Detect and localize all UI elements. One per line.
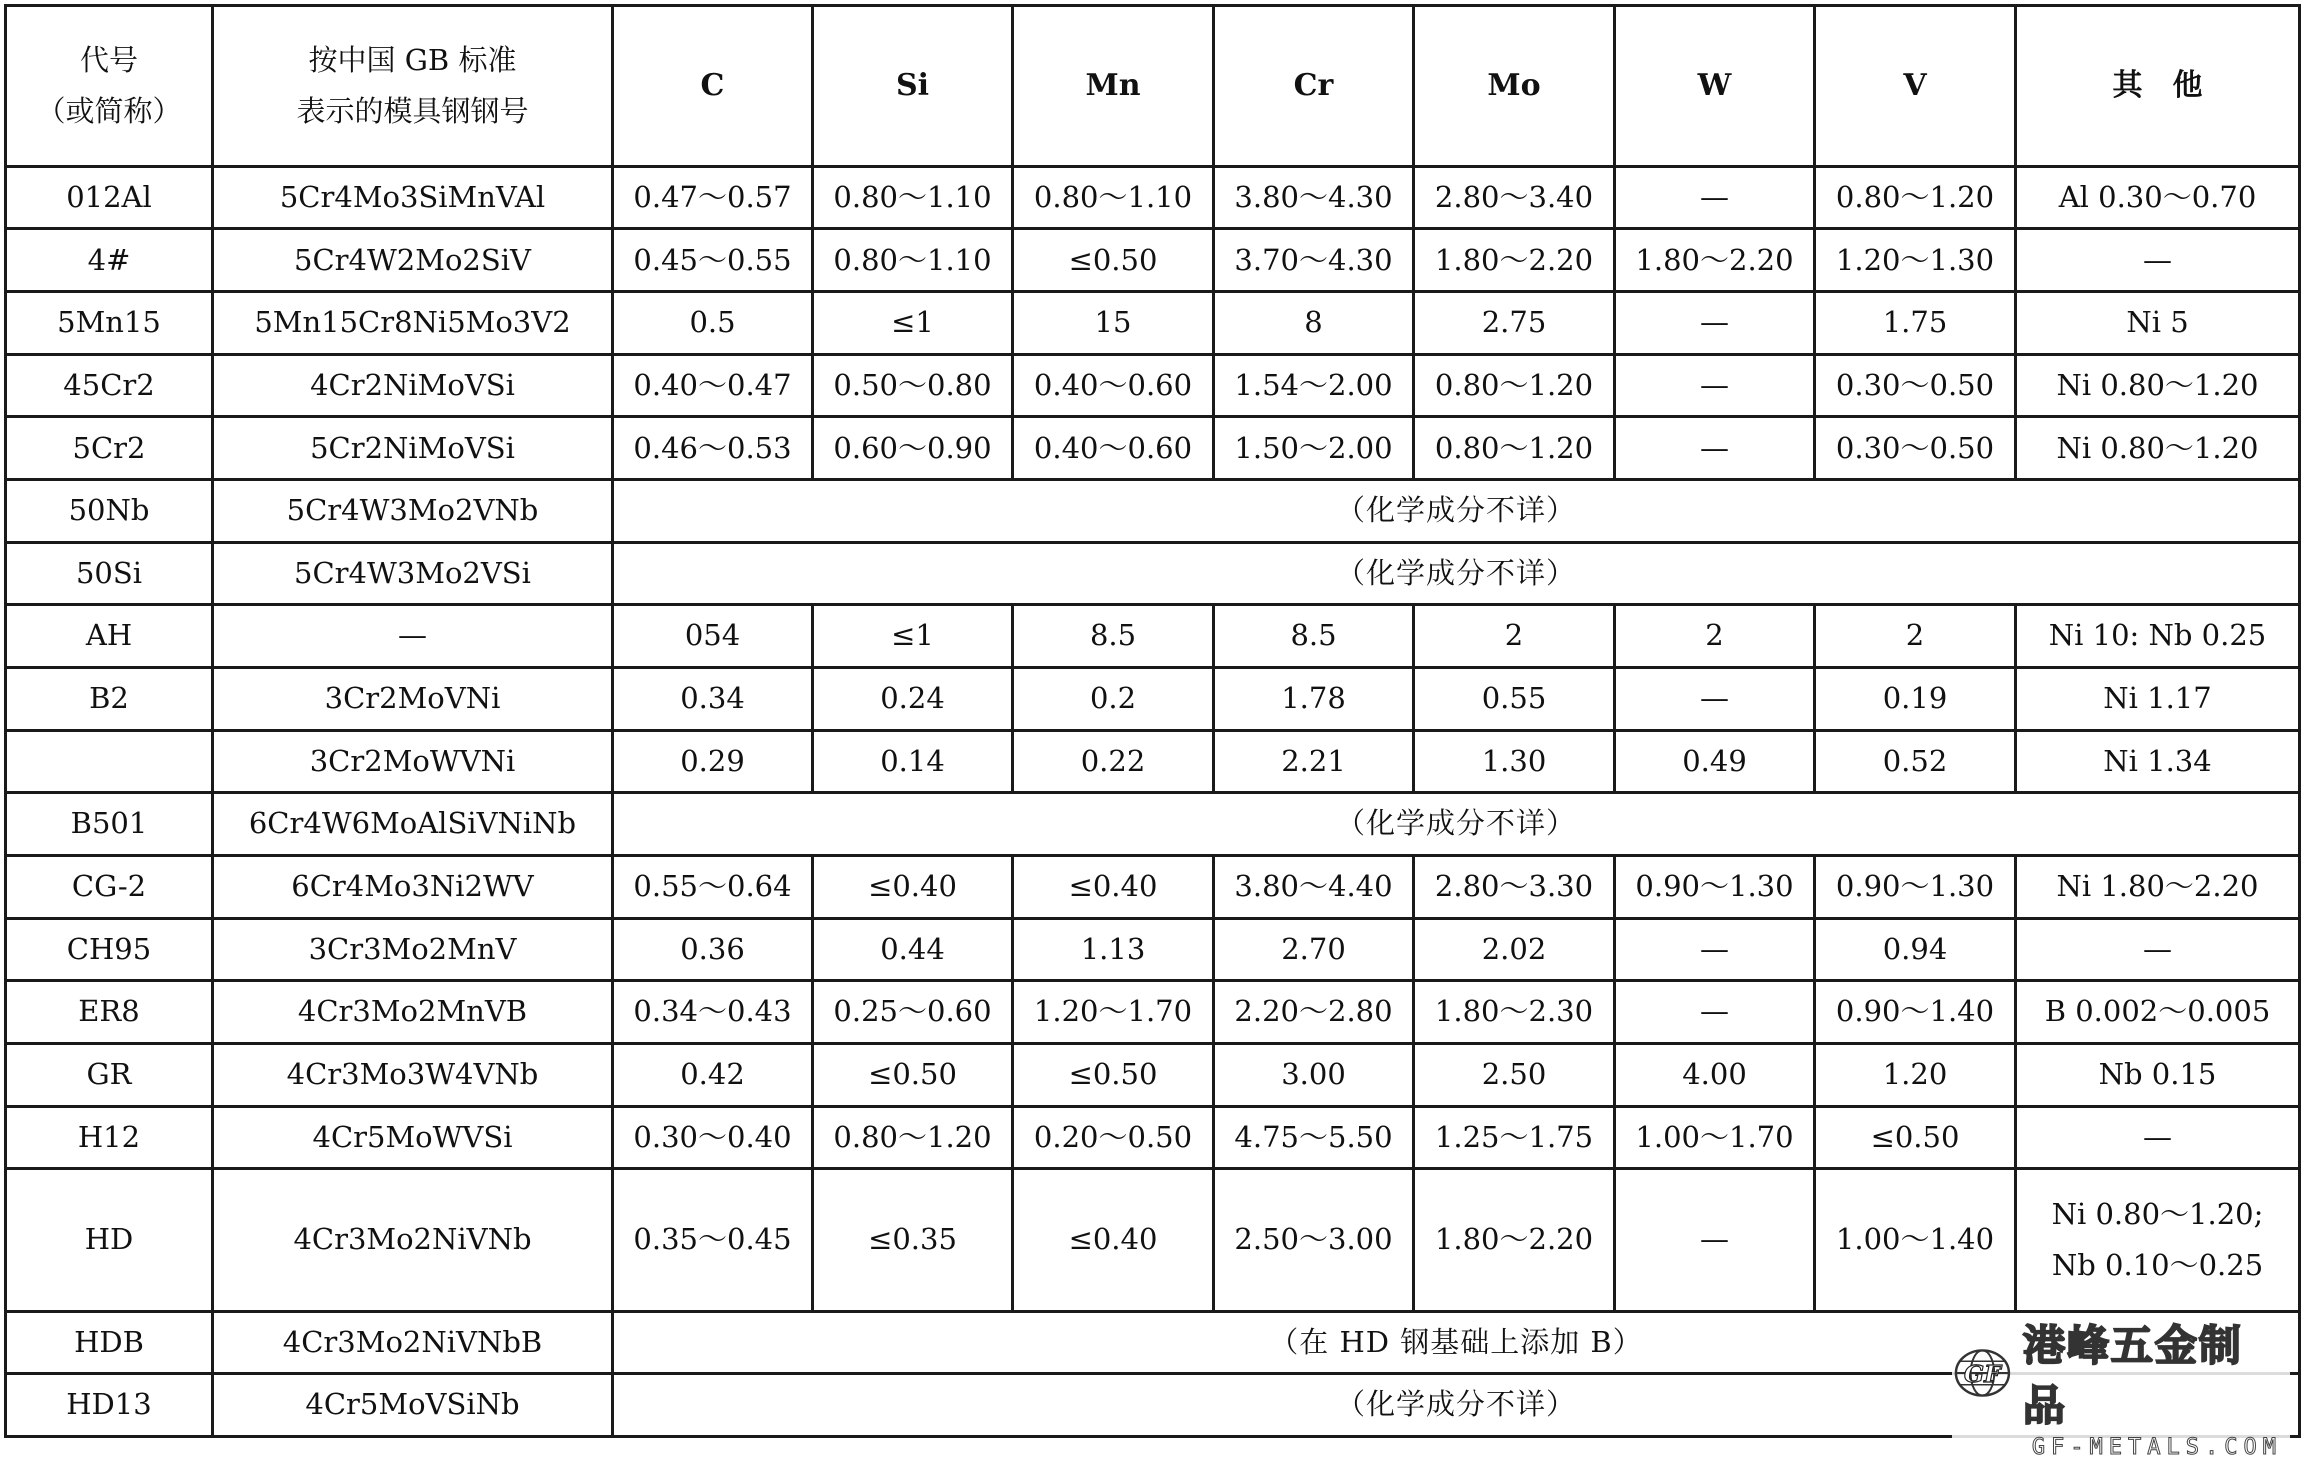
cell-si: 0.24	[813, 667, 1013, 730]
header-c: C	[613, 6, 813, 167]
cell-si: ≤0.35	[813, 1169, 1013, 1311]
header-w: W	[1615, 6, 1815, 167]
cell-w: —	[1615, 354, 1815, 417]
cell-c: 0.36	[613, 918, 813, 981]
header-mn: Mn	[1013, 6, 1214, 167]
cell-cr: 2.50～3.00	[1214, 1169, 1414, 1311]
cell-code	[6, 730, 213, 793]
cell-gb-grade: 5Cr4W3Mo2VSi	[213, 542, 613, 605]
watermark-company-name: 港峰五金制品	[2022, 1320, 2243, 1430]
table-row	[6, 542, 2300, 605]
cell-gb-grade: 3Cr2MoWVNi	[213, 730, 613, 793]
cell-cr: 2.21	[1214, 730, 1414, 793]
cell-v: 2	[1815, 605, 2016, 668]
table-row	[6, 855, 2300, 918]
cell-w: —	[1615, 667, 1815, 730]
cell-gb-grade: 5Mn15Cr8Ni5Mo3V2	[213, 292, 613, 355]
cell-v: 0.90～1.40	[1815, 981, 2016, 1044]
table-row	[6, 1106, 2300, 1169]
cell-cr: 4.75～5.50	[1214, 1106, 1414, 1169]
cell-c: 0.46～0.53	[613, 417, 813, 480]
cell-gb-grade: 5Cr4W3Mo2VNb	[213, 480, 613, 543]
cell-v: 1.00～1.40	[1815, 1169, 2016, 1311]
cell-c: 0.45～0.55	[613, 229, 813, 292]
cell-mn: 15	[1013, 292, 1214, 355]
cell-mo: 2.80～3.40	[1414, 166, 1615, 229]
header-code-line2: （或简称）	[36, 93, 182, 128]
cell-mn: 0.80～1.10	[1013, 166, 1214, 229]
cell-gb-grade: 4Cr3Mo2NiVNb	[213, 1169, 613, 1311]
cell-w: —	[1615, 918, 1815, 981]
cell-mo: 0.80～1.20	[1414, 417, 1615, 480]
cell-mn: 0.22	[1013, 730, 1214, 793]
table-row	[6, 417, 2300, 480]
cell-other: Al 0.30～0.70	[2016, 166, 2300, 229]
cell-cr: 8.5	[1214, 605, 1414, 668]
cell-code: H12	[6, 1106, 213, 1169]
header-mo: Mo	[1414, 6, 1615, 167]
cell-v: 0.30～0.50	[1815, 354, 2016, 417]
cell-other: Ni 0.80～1.20	[2016, 417, 2300, 480]
cell-gb-grade: 5Cr4Mo3SiMnVAl	[213, 166, 613, 229]
cell-mn: ≤0.40	[1013, 855, 1214, 918]
cell-other: Ni 1.34	[2016, 730, 2300, 793]
cell-code: 45Cr2	[6, 354, 213, 417]
cell-other-line1: Ni 0.80～1.20;	[2051, 1197, 2264, 1232]
cell-si: 0.25～0.60	[813, 981, 1013, 1044]
logo-text: GF	[1964, 1359, 2001, 1388]
cell-mo: 2.50	[1414, 1043, 1615, 1106]
watermark-url: GF-METALS.COM	[2031, 1434, 2282, 1460]
cell-code: 5Cr2	[6, 417, 213, 480]
cell-si: 0.60～0.90	[813, 417, 1013, 480]
cell-gb-grade: 4Cr2NiMoVSi	[213, 354, 613, 417]
table-row	[6, 793, 2300, 856]
cell-gb-grade: 4Cr3Mo3W4VNb	[213, 1043, 613, 1106]
header-gb-line1: 按中国 GB 标准	[308, 43, 517, 78]
cell-w: 1.80～2.20	[1615, 229, 1815, 292]
cell-si: 0.50～0.80	[813, 354, 1013, 417]
cell-other	[2016, 1169, 2300, 1311]
cell-cr: 1.54～2.00	[1214, 354, 1414, 417]
cell-mn: 0.20～0.50	[1013, 1106, 1214, 1169]
cell-v: 0.30～0.50	[1815, 417, 2016, 480]
cell-v: 0.94	[1815, 918, 2016, 981]
cell-mn: ≤0.50	[1013, 1043, 1214, 1106]
cell-w: —	[1615, 292, 1815, 355]
cell-mo: 2	[1414, 605, 1615, 668]
cell-code: AH	[6, 605, 213, 668]
table-row	[6, 1169, 2300, 1311]
table-row	[6, 354, 2300, 417]
cell-w: —	[1615, 417, 1815, 480]
cell-gb-grade: —	[213, 605, 613, 668]
cell-v: 0.80～1.20	[1815, 166, 2016, 229]
cell-w: 1.00～1.70	[1615, 1106, 1815, 1169]
cell-v: 1.20～1.30	[1815, 229, 2016, 292]
cell-mo: 1.30	[1414, 730, 1615, 793]
cell-v: 0.90～1.30	[1815, 855, 2016, 918]
cell-cr: 3.80～4.30	[1214, 166, 1414, 229]
cell-w: —	[1615, 981, 1815, 1044]
table-row	[6, 166, 2300, 229]
cell-w: 0.49	[1615, 730, 1815, 793]
table-row	[6, 480, 2300, 543]
cell-other-line2: Nb 0.10～0.25	[2051, 1247, 2264, 1282]
cell-code: B2	[6, 667, 213, 730]
table-row	[6, 981, 2300, 1044]
cell-composition-note: （化学成分不详）	[613, 542, 2300, 605]
header-gb-grade	[213, 6, 613, 167]
cell-v: 0.52	[1815, 730, 2016, 793]
cell-c: 054	[613, 605, 813, 668]
header-gb-line2: 表示的模具钢钢号	[296, 93, 529, 128]
cell-c: 0.40～0.47	[613, 354, 813, 417]
cell-c: 0.34～0.43	[613, 981, 813, 1044]
cell-mn: 0.40～0.60	[1013, 354, 1214, 417]
cell-gb-grade: 3Cr2MoVNi	[213, 667, 613, 730]
cell-c: 0.55～0.64	[613, 855, 813, 918]
cell-c: 0.29	[613, 730, 813, 793]
cell-mn: 0.40～0.60	[1013, 417, 1214, 480]
header-cr: Cr	[1214, 6, 1414, 167]
cell-cr: 8	[1214, 292, 1414, 355]
gf-logo-icon	[1952, 1346, 2013, 1400]
cell-code: 50Nb	[6, 480, 213, 543]
cell-other: B 0.002～0.005	[2016, 981, 2300, 1044]
mold-steel-composition-table	[4, 4, 2301, 1438]
table-row	[6, 730, 2300, 793]
cell-c: 0.35～0.45	[613, 1169, 813, 1311]
cell-code: CH95	[6, 918, 213, 981]
cell-si: ≤1	[813, 605, 1013, 668]
cell-gb-grade: 4Cr3Mo2NiVNbB	[213, 1311, 613, 1374]
cell-mo: 1.80～2.30	[1414, 981, 1615, 1044]
cell-v: 0.19	[1815, 667, 2016, 730]
cell-code: HDB	[6, 1311, 213, 1374]
cell-gb-grade: 5Cr4W2Mo2SiV	[213, 229, 613, 292]
header-other: 其 他	[2016, 6, 2300, 167]
cell-w: —	[1615, 1169, 1815, 1311]
cell-mo: 2.02	[1414, 918, 1615, 981]
cell-c: 0.34	[613, 667, 813, 730]
cell-mn: ≤0.40	[1013, 1169, 1214, 1311]
cell-other: —	[2016, 1106, 2300, 1169]
cell-gb-grade: 4Cr3Mo2MnVB	[213, 981, 613, 1044]
cell-other: Nb 0.15	[2016, 1043, 2300, 1106]
cell-gb-grade: 4Cr5MoVSiNb	[213, 1374, 613, 1437]
cell-code: CG-2	[6, 855, 213, 918]
cell-gb-grade: 5Cr2NiMoVSi	[213, 417, 613, 480]
cell-code: 5Mn15	[6, 292, 213, 355]
cell-gb-grade: 6Cr4Mo3Ni2WV	[213, 855, 613, 918]
cell-c: 0.47～0.57	[613, 166, 813, 229]
cell-cr: 3.80～4.40	[1214, 855, 1414, 918]
cell-code: HD	[6, 1169, 213, 1311]
cell-code: ER8	[6, 981, 213, 1044]
cell-composition-note: （化学成分不详）	[613, 480, 2300, 543]
cell-c: 0.30～0.40	[613, 1106, 813, 1169]
watermark-top	[1952, 1313, 2282, 1433]
cell-c: 0.5	[613, 292, 813, 355]
cell-gb-grade: 6Cr4W6MoAlSiVNiNb	[213, 793, 613, 856]
cell-si: 0.14	[813, 730, 1013, 793]
cell-mn: 0.2	[1013, 667, 1214, 730]
cell-other: Ni 1.80～2.20	[2016, 855, 2300, 918]
cell-w: 2	[1615, 605, 1815, 668]
cell-mo: 1.80～2.20	[1414, 229, 1615, 292]
header-code-line1: 代号	[79, 43, 138, 78]
header-code	[6, 6, 213, 167]
cell-c: 0.42	[613, 1043, 813, 1106]
cell-cr: 1.78	[1214, 667, 1414, 730]
watermark	[1952, 1320, 2290, 1460]
cell-code: 50Si	[6, 542, 213, 605]
cell-other: Ni 10: Nb 0.25	[2016, 605, 2300, 668]
cell-other: —	[2016, 918, 2300, 981]
table-row	[6, 918, 2300, 981]
cell-v: ≤0.50	[1815, 1106, 2016, 1169]
header-row	[6, 6, 2300, 167]
cell-mn: 8.5	[1013, 605, 1214, 668]
cell-other: Ni 0.80～1.20	[2016, 354, 2300, 417]
cell-mn: ≤0.50	[1013, 229, 1214, 292]
cell-cr: 2.70	[1214, 918, 1414, 981]
cell-other: Ni 5	[2016, 292, 2300, 355]
cell-composition-note: （化学成分不详）	[613, 793, 2300, 856]
table-row	[6, 1043, 2300, 1106]
cell-si: 0.80～1.10	[813, 166, 1013, 229]
cell-code: 012Al	[6, 166, 213, 229]
cell-code: GR	[6, 1043, 213, 1106]
cell-gb-grade: 3Cr3Mo2MnV	[213, 918, 613, 981]
cell-gb-grade: 4Cr5MoWVSi	[213, 1106, 613, 1169]
cell-mo: 1.25～1.75	[1414, 1106, 1615, 1169]
cell-cr: 3.70～4.30	[1214, 229, 1414, 292]
cell-si: 0.44	[813, 918, 1013, 981]
cell-w: 4.00	[1615, 1043, 1815, 1106]
cell-si: 0.80～1.10	[813, 229, 1013, 292]
cell-cr: 1.50～2.00	[1214, 417, 1414, 480]
cell-v: 1.20	[1815, 1043, 2016, 1106]
table-row	[6, 667, 2300, 730]
cell-mo: 2.80～3.30	[1414, 855, 1615, 918]
cell-si: ≤0.40	[813, 855, 1013, 918]
table-row	[6, 605, 2300, 668]
cell-mo: 2.75	[1414, 292, 1615, 355]
cell-cr: 2.20～2.80	[1214, 981, 1414, 1044]
cell-code: B501	[6, 793, 213, 856]
cell-mo: 0.55	[1414, 667, 1615, 730]
cell-code: 4#	[6, 229, 213, 292]
cell-other: Ni 1.17	[2016, 667, 2300, 730]
cell-cr: 3.00	[1214, 1043, 1414, 1106]
cell-si: 0.80～1.20	[813, 1106, 1013, 1169]
header-v: V	[1815, 6, 2016, 167]
cell-w: —	[1615, 166, 1815, 229]
cell-composition-note: （化学成分不详）	[613, 1374, 2300, 1437]
cell-mo: 1.80～2.20	[1414, 1169, 1615, 1311]
cell-composition-note: （在 HD 钢基础上添加 B）	[613, 1311, 2300, 1374]
cell-si: ≤0.50	[813, 1043, 1013, 1106]
cell-mn: 1.20～1.70	[1013, 981, 1214, 1044]
cell-code: HD13	[6, 1374, 213, 1437]
cell-mn: 1.13	[1013, 918, 1214, 981]
cell-mo: 0.80～1.20	[1414, 354, 1615, 417]
table-row	[6, 229, 2300, 292]
header-si: Si	[813, 6, 1013, 167]
cell-si: ≤1	[813, 292, 1013, 355]
cell-v: 1.75	[1815, 292, 2016, 355]
cell-other: —	[2016, 229, 2300, 292]
table-row	[6, 292, 2300, 355]
cell-w: 0.90～1.30	[1615, 855, 1815, 918]
